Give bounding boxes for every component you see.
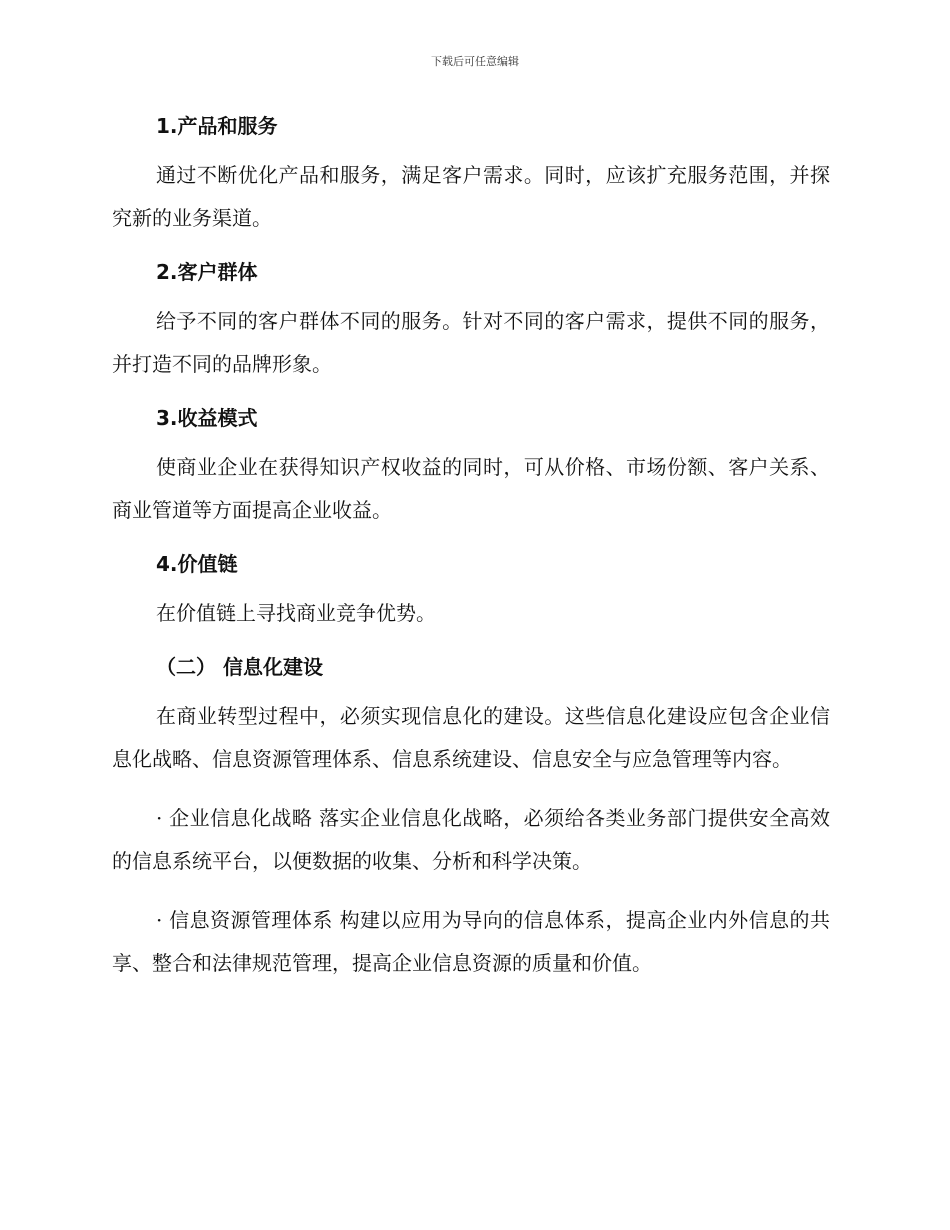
- bullet-strategy: · 企业信息化战略 落实企业信息化战略，必须给各类业务部门提供安全高效的信息系统平台，以便数据的收集、分析和科学决策。: [112, 806, 830, 873]
- informatization-intro: 在商业转型过程中，必须实现信息化的建设。这些信息化建设应包含企业信息化战略、信息资源管理体系、信息系统建设、信息安全与应急管理等内容。: [112, 704, 830, 771]
- section-heading-value-chain: 4.价值链: [156, 552, 238, 576]
- page-header: 下载后可任意编辑: [431, 55, 519, 68]
- document-body: [112, 106, 830, 985]
- bullet-resource-management: · 信息资源管理体系 构建以应用为导向的信息体系，提高企业内外信息的共享、整合和法律规范管理，提高企业信息资源的质量和价值。: [112, 908, 830, 975]
- section-heading-informatization: （二） 信息化建设: [156, 655, 323, 679]
- section-heading-products: 1.产品和服务: [156, 114, 278, 138]
- section-heading-revenue: 3.收益模式: [156, 406, 258, 430]
- section-body-customers: 给予不同的客户群体不同的服务。针对不同的客户需求，提供不同的服务，并打造不同的品牌形象。: [112, 309, 830, 376]
- section-body-revenue: 使商业企业在获得知识产权收益的同时，可从价格、市场份额、客户关系、商业管道等方面提高企业收益。: [112, 455, 830, 522]
- section-heading-customers: 2.客户群体: [156, 260, 258, 284]
- section-body-value-chain: 在价值链上寻找商业竞争优势。: [156, 601, 436, 625]
- section-body-products: 通过不断优化产品和服务，满足客户需求。同时，应该扩充服务范围，并探究新的业务渠道。: [112, 163, 830, 230]
